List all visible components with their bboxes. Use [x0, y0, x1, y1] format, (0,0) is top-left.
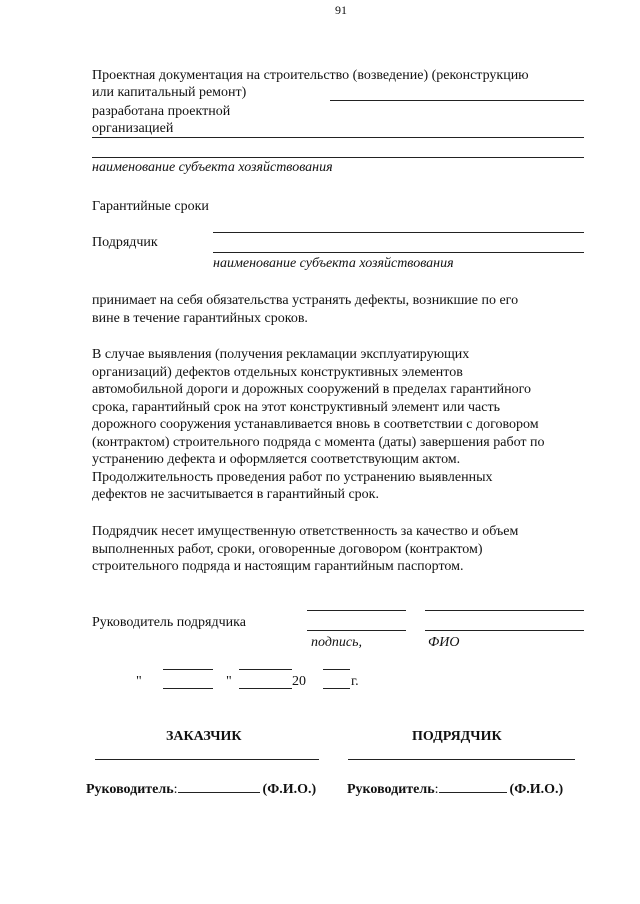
top-name-line[interactable]	[425, 610, 584, 611]
defects-line: организаций) дефектов отдельных конструктивных элементов	[92, 364, 463, 380]
year-line-upper	[323, 669, 350, 670]
customer-line[interactable]	[95, 759, 319, 760]
developer-field-line-1[interactable]	[92, 137, 584, 138]
customer-head-colon: :	[173, 782, 178, 797]
liability-line: строительного подряда и настоящим гарантийным паспортом.	[92, 559, 464, 574]
defects-line: срока, гарантийный срок на этот конструктивный элемент или часть	[92, 399, 500, 415]
project-doc-line2: или капитальный ремонт)	[92, 85, 247, 100]
defects-line: дефектов не засчитывается в гарантийный срок.	[92, 487, 379, 502]
month-field-line[interactable]	[239, 688, 292, 689]
developed-by-line1: разработана проектной	[92, 104, 231, 119]
contractor-head-row	[347, 779, 563, 798]
obligation-line2: вине в течение гарантийных сроков.	[92, 311, 308, 326]
customer-title: ЗАКАЗЧИК	[166, 729, 242, 744]
top-sign-line[interactable]	[307, 610, 406, 611]
customer-fio: (Ф.И.О.)	[262, 782, 317, 797]
customer-head-label: Руководитель	[86, 782, 174, 797]
contractor-subject-caption: наименование субъекта хозяйствования	[213, 256, 454, 271]
contractor-head-field[interactable]	[439, 779, 507, 793]
defects-line: дорожного сооружения устанавливается вновь в соответствии с договором	[92, 417, 539, 432]
date-quote-close: "	[226, 674, 232, 689]
warranty-terms-label: Гарантийные сроки	[92, 199, 209, 214]
contractor-line[interactable]	[348, 759, 575, 760]
year-field-line[interactable]	[323, 688, 350, 689]
head-of-contractor-label: Руководитель подрядчика	[92, 615, 246, 630]
date-quote-open: "	[136, 674, 142, 689]
defects-line: В случае выявления (получения рекламации эксплуатирующих	[92, 347, 470, 362]
day-field-line[interactable]	[163, 688, 213, 689]
defects-line: устранению дефекта и оформляется соответствующим актом.	[92, 452, 461, 467]
defects-line: Продолжительность проведения работ по устранению выявленных	[92, 469, 493, 485]
name-line[interactable]	[425, 630, 584, 631]
signature-caption: подпись,	[311, 635, 362, 650]
project-field-line[interactable]	[330, 100, 584, 101]
day-line-upper	[163, 669, 213, 670]
defects-line: автомобильной дороги и дорожных сооружений в пределах гарантийного	[92, 382, 532, 397]
customer-head-field[interactable]	[178, 779, 260, 793]
contractor-head-label: Руководитель	[347, 782, 435, 797]
signature-line[interactable]	[307, 630, 406, 631]
year-prefix: 20	[292, 674, 306, 689]
contractor-fio: (Ф.И.О.)	[509, 782, 564, 797]
warranty-field-line[interactable]	[213, 232, 584, 233]
obligation-line1: принимает на себя обязательства устранять дефекты, возникшие по его	[92, 293, 519, 308]
contractor-head-colon: :	[434, 782, 439, 797]
contractor-title: ПОДРЯДЧИК	[412, 729, 502, 744]
name-caption: ФИО	[428, 635, 460, 650]
month-line-upper	[239, 669, 292, 670]
liability-line: Подрядчик несет имущественную ответственность за качество и объем	[92, 524, 519, 539]
developed-by-line2: организацией	[92, 121, 174, 136]
contractor-label: Подрядчик	[92, 235, 158, 250]
page-number: 91	[335, 3, 347, 17]
liability-line: выполненных работ, сроки, оговоренные договором (контрактом)	[92, 541, 483, 557]
project-doc-line1: Проектная документация на строительство (возведение) (реконструкцию	[92, 68, 529, 83]
developer-field-line-2[interactable]	[92, 157, 584, 158]
defects-line: (контрактом) строительного подряда с момента (даты) завершения работ по	[92, 434, 545, 450]
subject-caption: наименование субъекта хозяйствования	[92, 160, 333, 175]
year-suffix: г.	[351, 674, 359, 689]
contractor-field-line[interactable]	[213, 252, 584, 253]
customer-head-row	[86, 779, 316, 798]
